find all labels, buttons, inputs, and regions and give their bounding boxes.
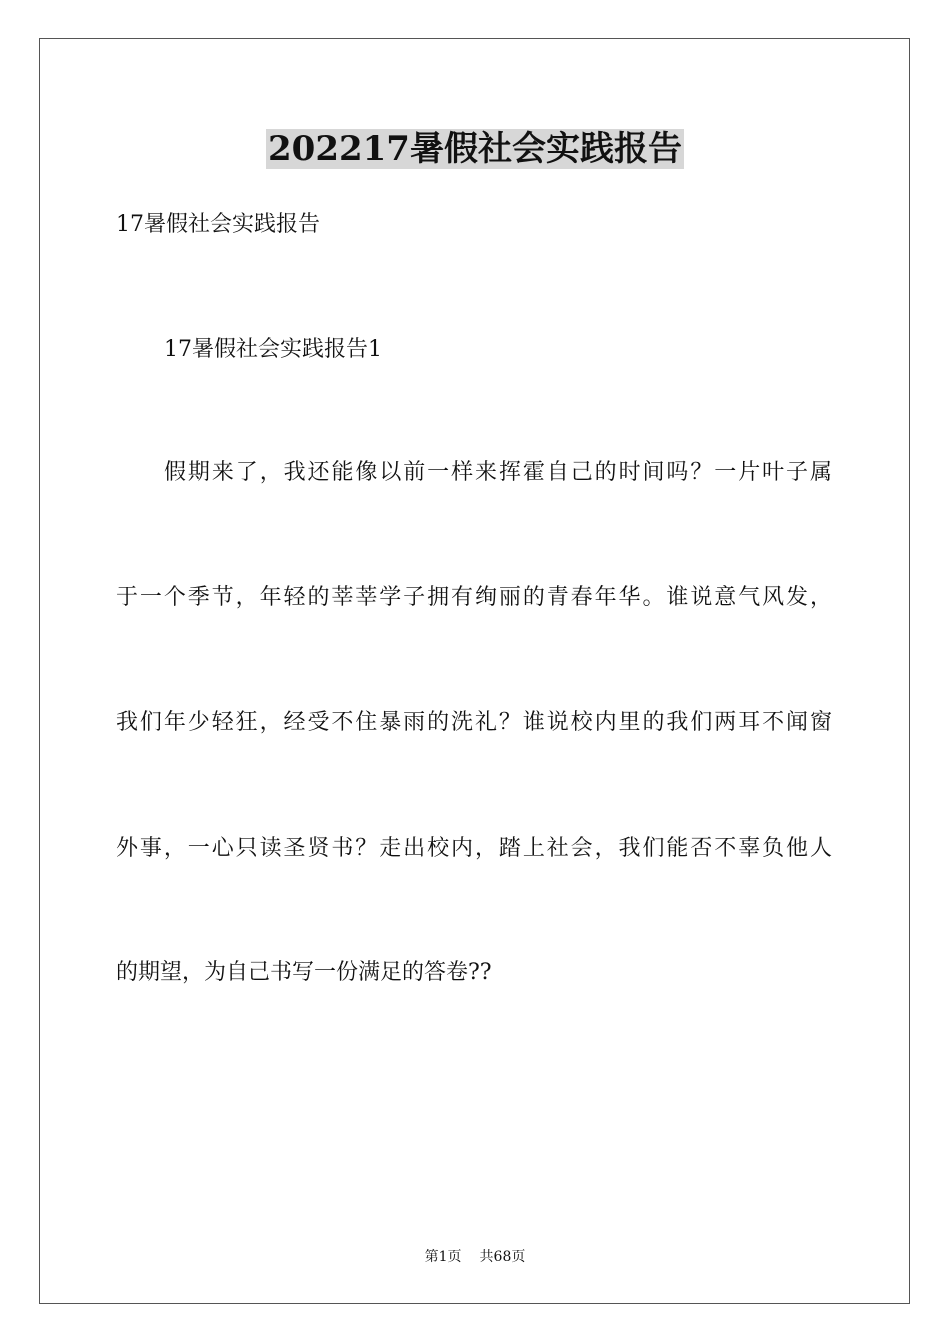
section-heading: 17暑假社会实践报告1 <box>164 337 382 362</box>
paragraph-line: 外事，一心只读圣贤书？走出校内，踏上社会，我们能否不辜负他人 <box>116 836 832 861</box>
paragraph-line: 我们年少轻狂，经受不住暴雨的洗礼？谁说校内里的我们两耳不闻窗 <box>116 710 832 735</box>
paragraph-line: 的期望，为自己书写一份满足的答卷?? <box>116 960 492 985</box>
paragraph-line: 假期来了，我还能像以前一样来挥霍自己的时间吗？一片叶子属 <box>164 460 832 485</box>
paragraph-line: 于一个季节，年轻的莘莘学子拥有绚丽的青春年华。谁说意气风发， <box>116 585 832 610</box>
document-title <box>0 126 950 172</box>
page-footer <box>0 1247 950 1267</box>
document-subtitle: 17暑假社会实践报告 <box>116 212 320 237</box>
document-title-text: 202217暑假社会实践报告 <box>268 129 682 169</box>
page-total: 共68页 <box>479 1249 526 1265</box>
page-number: 第1页 <box>424 1249 462 1265</box>
